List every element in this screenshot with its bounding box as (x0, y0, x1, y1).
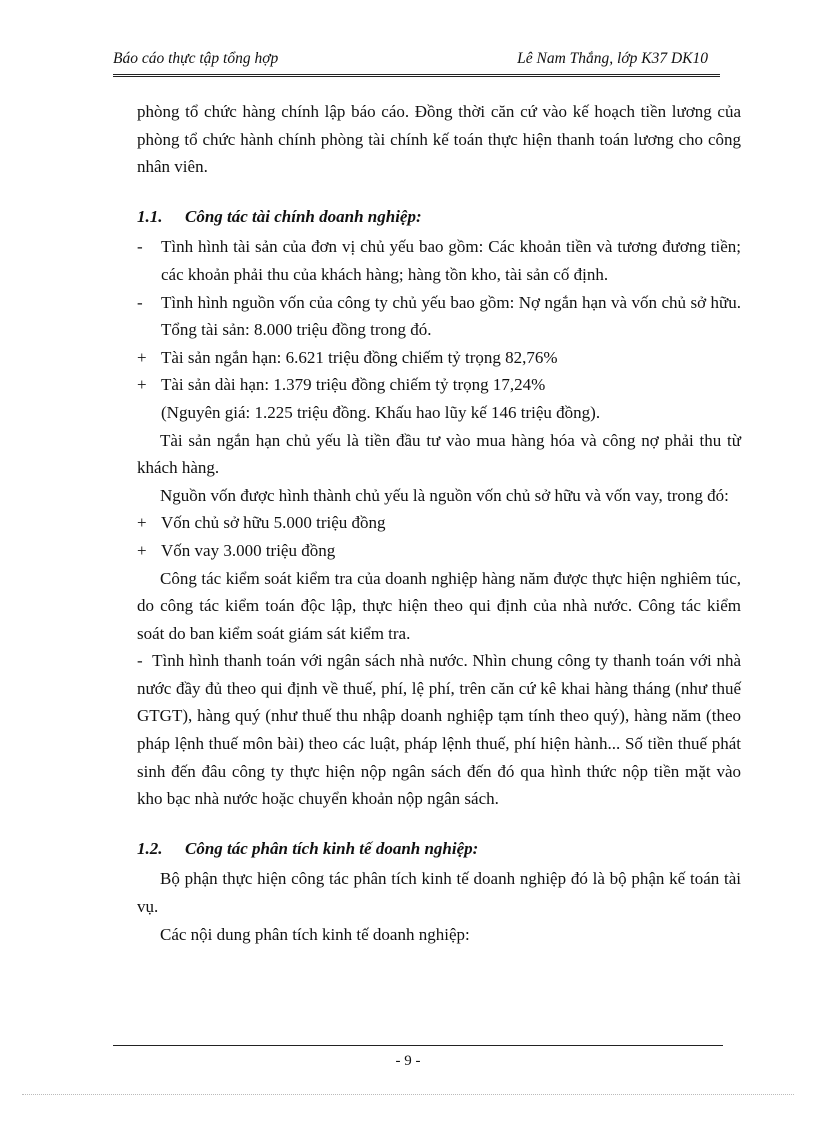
list-item (137, 344, 741, 372)
header-report-title: Báo cáo thực tập tổng hợp (113, 50, 279, 67)
intro-paragraph: phòng tổ chức hàng chính lập báo cáo. Đồng thời căn cứ vào kế hoạch tiền lương của phòng tổ chức hành chính phòng tài chính kế toán thực hiện thanh toán lương cho công nhân viên. (137, 102, 741, 177)
section-title: Công tác phân tích kinh tế doanh nghiệp: (185, 838, 479, 858)
section-title: Công tác tài chính doanh nghiệp: (185, 206, 422, 226)
body-paragraph: Nguồn vốn được hình thành chủ yếu là nguồn vốn chủ sở hữu và vốn vay, trong đó: (160, 485, 729, 505)
list-item (137, 371, 741, 399)
list-item (137, 647, 741, 813)
list-item-text: Tình hình thanh toán với ngân sách nhà nước. Nhìn chung công ty thanh toán với nhà nước đầy đủ theo qui định về thuế, phí, lệ phí, trên căn cứ kê khai hàng tháng (như thuế GTGT), hàng quý (như thuế thu nhập doanh nghiệp tạm tính theo quý), hàng năm (theo pháp lệnh thuế môn bài) theo các luật, pháp lệnh thuế, phí hiện hành... Số tiền thuế phát sinh đến đâu công ty thực hiện nộp ngân sách đến đó qua hình thức nộp tiền mặt vào kho bạc nhà nước hoặc chuyển khoản nộp ngân sách. (137, 651, 741, 809)
section-heading-1-1 (137, 203, 741, 231)
note-paragraph: (Nguyên giá: 1.225 triệu đồng. Khấu hao lũy kế 146 triệu đồng). (161, 402, 601, 422)
list-item-text: Tài sản ngắn hạn: 6.621 triệu đồng chiếm tỷ trọng 82,76% (161, 347, 558, 367)
footer-divider (113, 1045, 723, 1046)
body-paragraph: Các nội dung phân tích kinh tế doanh nghiệp: (160, 924, 470, 944)
body-paragraph: Bộ phận thực hiện công tác phân tích kinh tế doanh nghiệp đó là bộ phận kế toán tài vụ. (137, 869, 741, 917)
header-author: Lê Nam Thắng, lớp K37 DK10 (517, 50, 708, 67)
page-header (113, 50, 720, 74)
list-item (137, 509, 741, 537)
document-body (137, 98, 741, 948)
list-item (137, 233, 741, 288)
body-paragraph: Công tác kiểm soát kiểm tra của doanh nghiệp hàng năm được thực hiện nghiêm túc, do công tác kiểm toán độc lập, thực hiện theo qui định của nhà nước. Công tác kiểm soát do ban kiểm soát giám sát kiểm tra. (137, 568, 741, 643)
list-item (137, 289, 741, 344)
dash-mark: - (137, 292, 143, 312)
plus-mark: + (137, 347, 147, 367)
page-number: - 9 - (395, 1053, 421, 1069)
plus-mark: + (137, 540, 147, 560)
plus-mark: + (137, 375, 147, 395)
list-item-text: Vốn chủ sở hữu 5.000 triệu đồng (161, 513, 386, 533)
section-heading-1-2 (137, 835, 741, 863)
dash-mark: - (137, 651, 143, 671)
list-item-text: Tình hình tài sản của đơn vị chủ yếu bao gồm: Các khoản tiền và tương đương tiền; các khoản phải thu của khách hàng; hàng tồn kho, tài sản cố định. (161, 237, 741, 284)
page-bottom-border (22, 1094, 794, 1095)
plus-mark: + (137, 513, 147, 533)
list-item-text: Vốn vay 3.000 triệu đồng (161, 540, 336, 560)
section-number: 1.2. (137, 838, 163, 858)
header-divider (113, 74, 720, 77)
list-item-text: Tình hình nguồn vốn của công ty chủ yếu bao gồm: Nợ ngắn hạn và vốn chủ sở hữu. Tổng tài sản: 8.000 triệu đồng trong đó. (161, 292, 741, 340)
body-paragraph: Tài sản ngắn hạn chủ yếu là tiền đầu tư vào mua hàng hóa và công nợ phải thu từ khách hàng. (137, 430, 741, 478)
list-item (137, 537, 741, 565)
list-item-text: Tài sản dài hạn: 1.379 triệu đồng chiếm tỷ trọng 17,24% (161, 375, 546, 395)
section-number: 1.1. (137, 206, 163, 226)
dash-mark: - (137, 237, 143, 257)
